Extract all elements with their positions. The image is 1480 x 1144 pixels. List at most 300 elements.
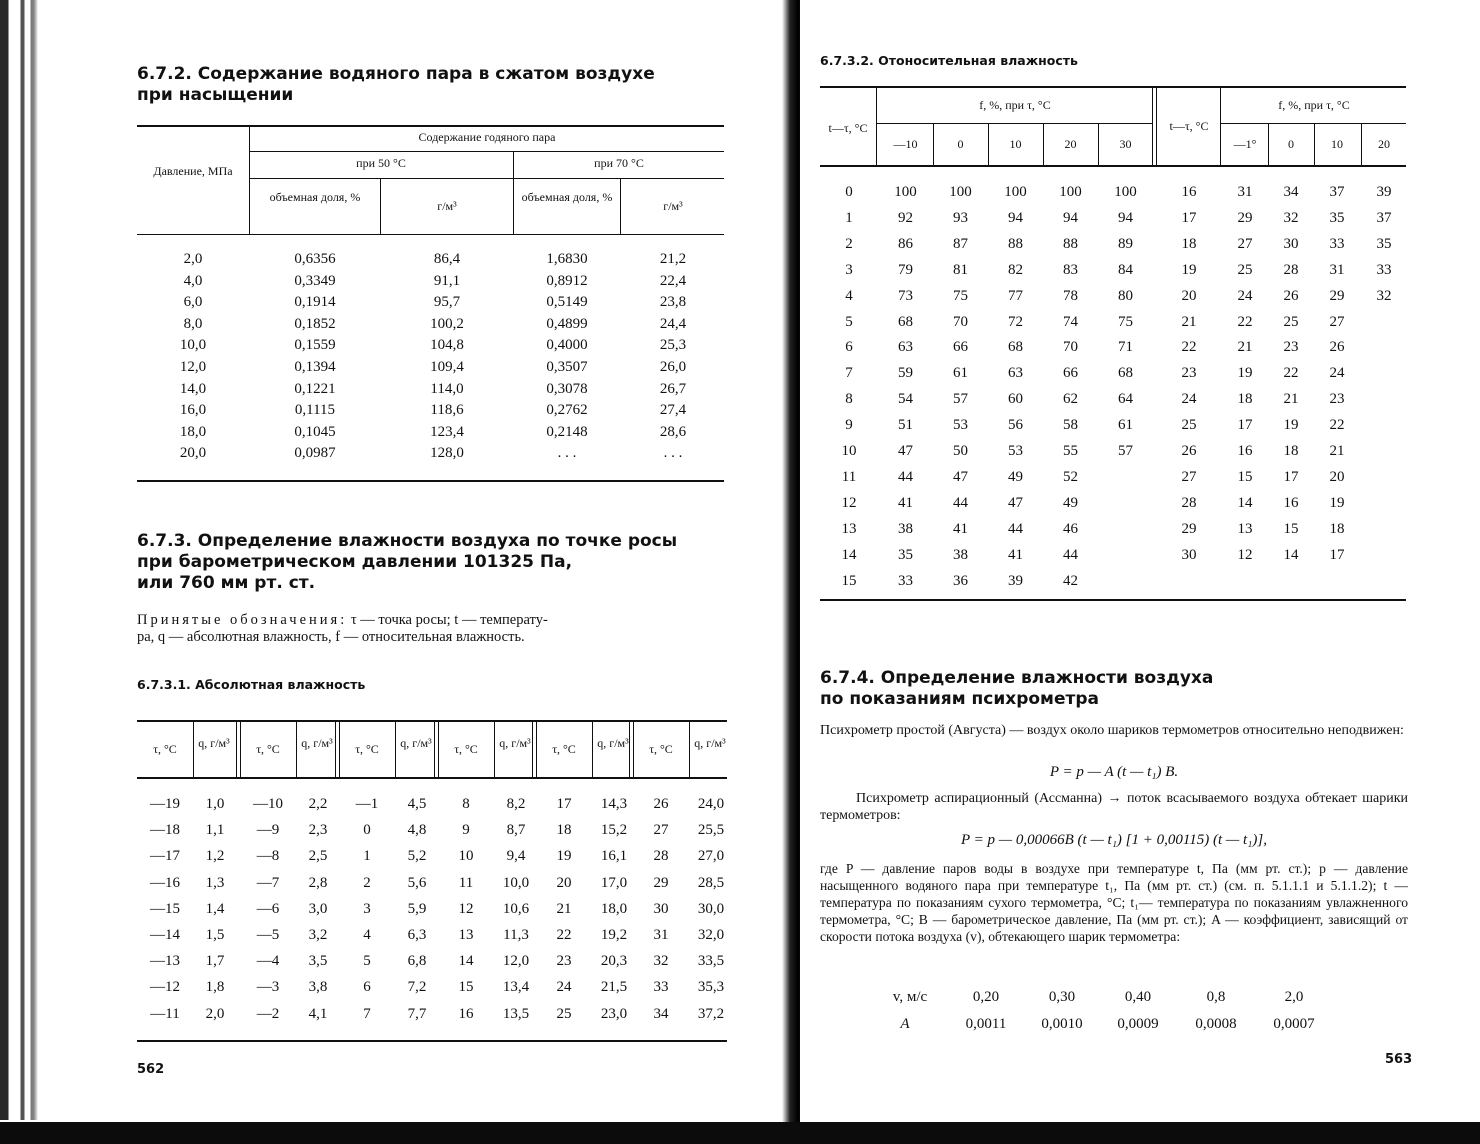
header-t-minus-tau: t—τ, °С	[828, 121, 868, 135]
f-value: 75	[953, 287, 968, 304]
q-value: 2,5	[308, 848, 328, 865]
f-value: 100	[894, 184, 917, 200]
table-vline	[1220, 88, 1221, 165]
tau-value: 26	[653, 796, 669, 812]
table-cell: 100,2	[430, 315, 464, 332]
table-cell: 0,1559	[294, 337, 336, 354]
f-value: 100	[1114, 184, 1137, 200]
f-value: 14	[1237, 494, 1253, 511]
tau-value: 34	[653, 1005, 669, 1022]
q-value: 2,2	[308, 796, 328, 812]
f-value: 87	[953, 235, 968, 252]
table-top-rule	[820, 86, 1406, 88]
f-value: 38	[898, 520, 913, 537]
f-value: 68	[898, 313, 913, 330]
f-value: 19	[1283, 417, 1299, 434]
table-cell: 118,6	[430, 402, 464, 419]
section-6-7-3-title	[137, 531, 677, 594]
table-half-separator	[1152, 88, 1157, 165]
header-at-50c: при 50 °С	[356, 156, 406, 170]
f-value: 64	[1118, 391, 1133, 408]
table-cell: 22,4	[659, 272, 687, 289]
header-tau-value: 20	[1378, 137, 1390, 151]
q-value: 6,8	[407, 953, 427, 970]
f-value: 13	[1237, 520, 1253, 537]
diff-value: 11	[841, 468, 857, 485]
q-value: 35,3	[697, 979, 725, 996]
table-cell: 12,0	[179, 359, 207, 375]
q-value: 1,7	[205, 953, 225, 970]
f-value: 29	[1237, 209, 1253, 226]
tau-value: —18	[150, 822, 180, 839]
table-vline	[620, 178, 621, 234]
f-value: 18	[1329, 520, 1345, 537]
f-value: 100	[949, 184, 972, 200]
q-value: 14,3	[600, 796, 628, 812]
tau-value: 25	[556, 1005, 572, 1022]
table-cell: 0,1852	[294, 315, 336, 332]
header-volume-fraction: объемная доля, %	[269, 190, 361, 204]
f-value: 37	[1376, 209, 1392, 226]
diff-value: 2	[845, 235, 853, 252]
f-value: 25	[1283, 313, 1299, 330]
table-header-rule	[137, 234, 724, 235]
f-value: 60	[1008, 391, 1023, 408]
f-value: 94	[1063, 209, 1078, 226]
f-value: 33	[1329, 235, 1345, 252]
f-value: 12	[1237, 546, 1253, 563]
f-value: 22	[1237, 313, 1253, 330]
f-value: 27	[1237, 235, 1253, 252]
a-value: 0,0007	[1273, 1016, 1315, 1032]
f-value: 88	[1063, 235, 1078, 252]
q-value: 13,5	[502, 1005, 530, 1022]
table-cell: 0,1045	[294, 423, 336, 440]
f-value: 31	[1329, 261, 1345, 278]
tau-value: 10	[458, 848, 474, 865]
v-value: 0,40	[1124, 989, 1152, 1005]
f-value: 57	[1118, 443, 1133, 459]
q-value: 1,4	[205, 900, 225, 917]
f-value: 33	[1376, 261, 1392, 278]
q-value: 21,5	[600, 979, 628, 996]
f-value: 19	[1329, 494, 1345, 511]
f-value: 21	[1237, 339, 1253, 356]
table-cell: 0,8912	[546, 272, 588, 289]
diff-value: 17	[1181, 209, 1197, 226]
f-value: 41	[898, 494, 913, 511]
table-cell: 128,0	[430, 445, 464, 462]
f-value: 34	[1283, 184, 1299, 200]
notation-text: ра, q — абсолютная влажность, f — относительная влажность.	[137, 629, 525, 645]
f-value: 63	[898, 339, 913, 356]
diff-value: 12	[841, 494, 857, 511]
q-value: 37,2	[697, 1005, 725, 1022]
tau-value: —2	[256, 1005, 280, 1022]
table-vline	[249, 126, 250, 234]
tau-value: 2	[363, 874, 371, 891]
section-6-7-4-title	[820, 668, 1213, 710]
f-value: 58	[1063, 417, 1078, 434]
table-cell: 0,5149	[546, 294, 588, 311]
f-value: 19	[1237, 365, 1253, 382]
table-cell: 0,0987	[294, 445, 336, 462]
tau-value: 0	[363, 822, 371, 839]
header-f-percent: f, %, при τ, °С	[1278, 98, 1350, 112]
title-line: 6.7.2. Содержание водяного пара в сжатом воздухе	[137, 64, 655, 84]
f-value: 38	[953, 546, 968, 563]
q-value: 5,9	[407, 900, 427, 917]
table-cell: 109,4	[430, 359, 464, 375]
diff-value: 21	[1181, 313, 1197, 330]
q-value: 9,4	[506, 848, 526, 865]
f-value: 31	[1237, 184, 1253, 200]
table-cell: 0,1394	[294, 359, 336, 375]
table-bottom-rule	[137, 1040, 727, 1042]
f-value: 51	[898, 417, 913, 434]
header-q: q, г/м³	[301, 736, 333, 750]
f-value: 23	[1329, 391, 1345, 408]
table-cell: 0,3078	[546, 380, 588, 397]
f-value: 17	[1237, 417, 1253, 434]
diff-value: 7	[845, 365, 853, 382]
f-value: 66	[1063, 365, 1078, 382]
header-tau-value: —1°	[1233, 137, 1257, 151]
header-tau: τ, °С	[355, 742, 379, 756]
tau-value: 32	[653, 953, 669, 970]
q-value: 11,3	[503, 927, 529, 943]
table-cell: 16,0	[179, 402, 207, 419]
tau-value: 1	[363, 848, 371, 865]
q-value: 3,0	[308, 900, 328, 917]
tau-value: —10	[253, 796, 283, 812]
q-value: 24,0	[697, 796, 725, 812]
tau-value: 9	[462, 822, 470, 839]
f-value: 80	[1118, 287, 1133, 304]
diff-value: 25	[1181, 417, 1197, 434]
f-value: 47	[953, 468, 968, 485]
f-value: 18	[1237, 391, 1253, 408]
header-tau: τ, °С	[649, 742, 673, 756]
table-rule	[876, 123, 1152, 124]
section-6-7-2-title	[137, 64, 655, 106]
q-value: 7,7	[407, 1005, 427, 1022]
f-value: 29	[1329, 287, 1345, 304]
diff-value: 15	[841, 572, 857, 589]
tau-value: 12	[458, 900, 474, 917]
tau-value: —11	[150, 1005, 180, 1022]
tau-value: 13	[458, 927, 474, 943]
tau-value: 8	[462, 796, 470, 812]
f-value: 33	[898, 572, 913, 589]
tau-value: —12	[150, 979, 180, 996]
table-cell: 27,4	[659, 402, 687, 419]
title-line: при барометрическом давлении 101325 Па,	[137, 552, 573, 572]
q-value: 5,2	[407, 848, 427, 865]
f-value: 21	[1329, 443, 1345, 459]
q-value: 25,5	[697, 822, 725, 839]
diff-value: 6	[845, 339, 853, 356]
f-value: 70	[1063, 339, 1078, 356]
f-value: 41	[953, 520, 968, 537]
header-tau-value: 30	[1119, 137, 1132, 151]
tau-value: 28	[653, 848, 669, 865]
diff-value: 29	[1181, 520, 1197, 537]
f-value: 57	[953, 391, 968, 408]
f-value: 44	[898, 468, 913, 485]
f-value: 21	[1283, 391, 1299, 408]
f-value: 94	[1118, 209, 1133, 226]
table-header-rule	[137, 777, 727, 779]
f-value: 41	[1008, 546, 1023, 563]
f-value: 22	[1329, 417, 1345, 434]
f-value: 54	[898, 391, 913, 408]
header-tau-value: 10	[1009, 137, 1022, 151]
f-value: 63	[1008, 365, 1023, 382]
table-rule	[1220, 123, 1406, 124]
header-q: q, г/м³	[499, 736, 531, 750]
table-header-rule	[820, 165, 1406, 167]
title-line: 6.7.4. Определение влажности воздуха	[820, 668, 1214, 688]
f-value: 100	[1059, 184, 1082, 200]
tau-value: 11	[458, 874, 474, 891]
table-top-rule	[137, 720, 727, 722]
page-number: 563	[1385, 1052, 1413, 1067]
tau-value: —14	[150, 927, 180, 943]
table-cell: 14,0	[179, 380, 207, 397]
tau-value: 16	[458, 1005, 474, 1022]
header-q: q, г/м³	[694, 736, 726, 750]
table-cell: 28,6	[659, 423, 687, 440]
symbols-explanation: где P — давление паров воды в воздухе при температуре t, Па (мм рт. ст.); p — давление насыщенного водяного пара при температуре t₁, Па (мм рт. ст.) (см. п. 5.1.1.1 и 5.1.1.2); t — температура по показаниям сухого термометра, °С; t₁— температура по показаниям увлажненного термометра, °С; B — барометрическое давление, Па (мм рт. ст.); A — коэффициент, зависящий от скорости потока воздуха (v), обтекающего шарик термометра:	[820, 861, 1408, 944]
bottom-scan-shadow	[0, 1122, 1480, 1144]
q-value: 7,2	[407, 979, 427, 996]
tau-value: —1	[355, 796, 379, 812]
table-cell: 0,1115	[294, 402, 336, 419]
f-value: 23	[1283, 339, 1299, 356]
tau-value: —16	[150, 874, 180, 891]
f-value: 17	[1283, 468, 1299, 485]
table-cell: 0,6356	[294, 251, 336, 267]
f-value: 55	[1063, 443, 1078, 459]
q-value: 33,5	[697, 953, 725, 970]
right-page	[800, 0, 1480, 1144]
f-value: 68	[1008, 339, 1023, 356]
f-value: 86	[898, 235, 913, 252]
q-value: 28,5	[697, 874, 725, 891]
f-value: 59	[898, 365, 913, 382]
a-value: 0,0008	[1195, 1016, 1237, 1032]
psychrometer-aspiration-text: Психрометр аспирационный (Ассманна) → поток всасываемого воздуха обтекает шарики термометров:	[820, 791, 1408, 823]
table-cell: 26,0	[659, 359, 687, 375]
f-value: 35	[1376, 235, 1392, 252]
table-cell: 86,4	[433, 251, 461, 267]
q-value: 1,0	[205, 796, 225, 812]
v-value: 0,8	[1206, 989, 1226, 1005]
q-value: 3,8	[308, 979, 328, 996]
tau-value: 23	[556, 953, 572, 970]
diff-value: 22	[1181, 339, 1197, 356]
notation-paragraph	[137, 612, 725, 646]
table-rule	[249, 151, 724, 152]
diff-value: 10	[841, 443, 857, 459]
f-value: 61	[1118, 417, 1133, 434]
table-cell: 91,1	[433, 272, 461, 289]
tau-value: 6	[363, 979, 371, 996]
a-value: 0,0010	[1041, 1016, 1083, 1032]
table-cell: 114,0	[430, 380, 464, 397]
f-value: 17	[1329, 546, 1345, 563]
table-cell: 0,3507	[546, 359, 588, 375]
table-cell: 25,3	[659, 337, 687, 354]
q-value: 32,0	[697, 927, 725, 943]
q-value: 17,0	[600, 874, 628, 891]
f-value: 61	[953, 365, 968, 382]
diff-value: 18	[1181, 235, 1197, 252]
psychrometer-simple-text: Психрометр простой (Августа) — воздух около шариков термометров относительно неподвижен:	[820, 723, 1404, 738]
q-value: 1,1	[205, 822, 225, 839]
f-value: 35	[898, 546, 913, 563]
f-value: 24	[1329, 365, 1345, 382]
f-value: 50	[953, 443, 968, 459]
f-value: 37	[1329, 184, 1345, 200]
diff-value: 28	[1181, 494, 1197, 511]
q-value: 20,3	[600, 953, 628, 970]
q-value: 12,0	[502, 953, 530, 970]
f-value: 24	[1237, 287, 1253, 304]
f-value: 27	[1329, 313, 1345, 330]
tau-value: 7	[363, 1005, 371, 1022]
table-cell: 6,0	[183, 294, 203, 311]
q-value: 1,3	[205, 874, 225, 891]
diff-value: 14	[841, 546, 857, 563]
table-cell: 95,7	[433, 294, 461, 311]
f-value: 82	[1008, 261, 1023, 278]
diff-value: 13	[841, 520, 857, 537]
page-number: 562	[137, 1062, 165, 1077]
header-tau: τ, °С	[552, 742, 576, 756]
table-cell: 26,7	[659, 380, 687, 397]
f-value: 16	[1237, 443, 1253, 459]
v-value: 2,0	[1284, 989, 1304, 1005]
section-6-7-3-2-title: 6.7.3.2. Отоносительная влажность	[820, 53, 1078, 68]
header-q: q, г/м³	[198, 736, 230, 750]
q-value: 4,1	[308, 1005, 328, 1022]
table-cell: 0,1914	[294, 294, 336, 311]
header-t-minus-tau: t—τ, °С	[1169, 119, 1209, 133]
q-value: 18,0	[600, 900, 628, 917]
f-value: 53	[1008, 443, 1023, 459]
f-value: 66	[953, 339, 968, 356]
diff-value: 4	[845, 287, 853, 304]
f-value: 44	[1008, 520, 1023, 537]
tau-value: —15	[150, 900, 180, 917]
f-value: 26	[1329, 339, 1345, 356]
f-value: 36	[953, 572, 968, 589]
diff-value: 8	[845, 391, 853, 408]
tau-value: —6	[256, 900, 280, 917]
f-value: 53	[953, 417, 968, 434]
table-cell: 2,0	[183, 251, 203, 267]
f-value: 39	[1376, 184, 1392, 200]
tau-value: —13	[150, 953, 180, 970]
tau-value: 14	[458, 953, 474, 970]
f-value: 35	[1329, 209, 1345, 226]
f-value: 68	[1118, 365, 1133, 382]
f-value: 74	[1063, 313, 1078, 330]
diff-value: 27	[1181, 468, 1197, 485]
diff-value: 24	[1181, 391, 1197, 408]
table-cell: 0,2148	[546, 423, 588, 440]
header-f-percent: f, %, при τ, °С	[979, 98, 1051, 112]
table-cell: 0,4000	[546, 337, 588, 354]
q-value: 2,0	[205, 1005, 225, 1022]
tau-value: 24	[556, 979, 572, 996]
f-value: 62	[1063, 391, 1078, 408]
diff-value: 1	[845, 209, 853, 226]
a-value: 0,0011	[965, 1016, 1007, 1032]
q-value: 2,8	[308, 874, 328, 891]
f-value: 18	[1283, 443, 1299, 459]
f-value: 93	[953, 209, 968, 226]
title-line: 6.7.3. Определение влажности воздуха по точке росы	[137, 531, 678, 551]
a-value: 0,0009	[1117, 1016, 1159, 1032]
f-value: 70	[953, 313, 968, 330]
f-value: 39	[1008, 572, 1023, 589]
f-value: 44	[953, 494, 968, 511]
table-top-rule	[137, 125, 724, 127]
table-cell: 0,1221	[294, 380, 336, 397]
formula-simple: P = p — A (t — t₁) B.	[1049, 764, 1179, 780]
header-tau-value: 0	[957, 137, 964, 151]
table-bottom-rule	[137, 480, 724, 482]
table-vline	[380, 178, 381, 234]
tau-value: 30	[653, 900, 669, 917]
f-value: 89	[1118, 235, 1133, 252]
formula-aspiration: P = p — 0,00066B (t — t₁) [1 + 0,00115) (t — t₁)],	[961, 832, 1267, 848]
q-value: 1,5	[205, 927, 225, 943]
table-cell: 23,8	[659, 294, 687, 311]
q-value: 10,0	[502, 874, 530, 891]
f-value: 81	[953, 261, 968, 278]
table-rule	[249, 178, 724, 179]
v-label: v, м/с	[892, 989, 928, 1005]
table-cell: . . .	[663, 445, 683, 462]
f-value: 56	[1008, 417, 1023, 434]
diff-value: 3	[845, 261, 853, 278]
table-cell: 20,0	[179, 445, 207, 462]
tau-value: 18	[556, 822, 572, 839]
header-tau-value: 0	[1288, 137, 1294, 151]
q-value: 5,6	[407, 874, 427, 891]
f-value: 47	[1008, 494, 1023, 511]
table-cell: 0,4899	[546, 315, 588, 332]
title-line: при насыщении	[137, 85, 294, 105]
q-value: 1,8	[205, 979, 225, 996]
f-value: 92	[898, 209, 913, 226]
tau-value: —5	[256, 927, 280, 943]
f-value: 44	[1063, 546, 1078, 563]
f-value: 26	[1283, 287, 1299, 304]
f-value: 47	[898, 443, 913, 459]
diff-value: 5	[845, 313, 853, 330]
f-value: 14	[1283, 546, 1299, 563]
table-cell: 21,2	[659, 251, 687, 267]
q-value: 2,3	[308, 822, 328, 839]
tau-value: 4	[363, 927, 371, 943]
f-value: 71	[1118, 339, 1133, 356]
page-edge-shadow	[0, 0, 48, 1120]
